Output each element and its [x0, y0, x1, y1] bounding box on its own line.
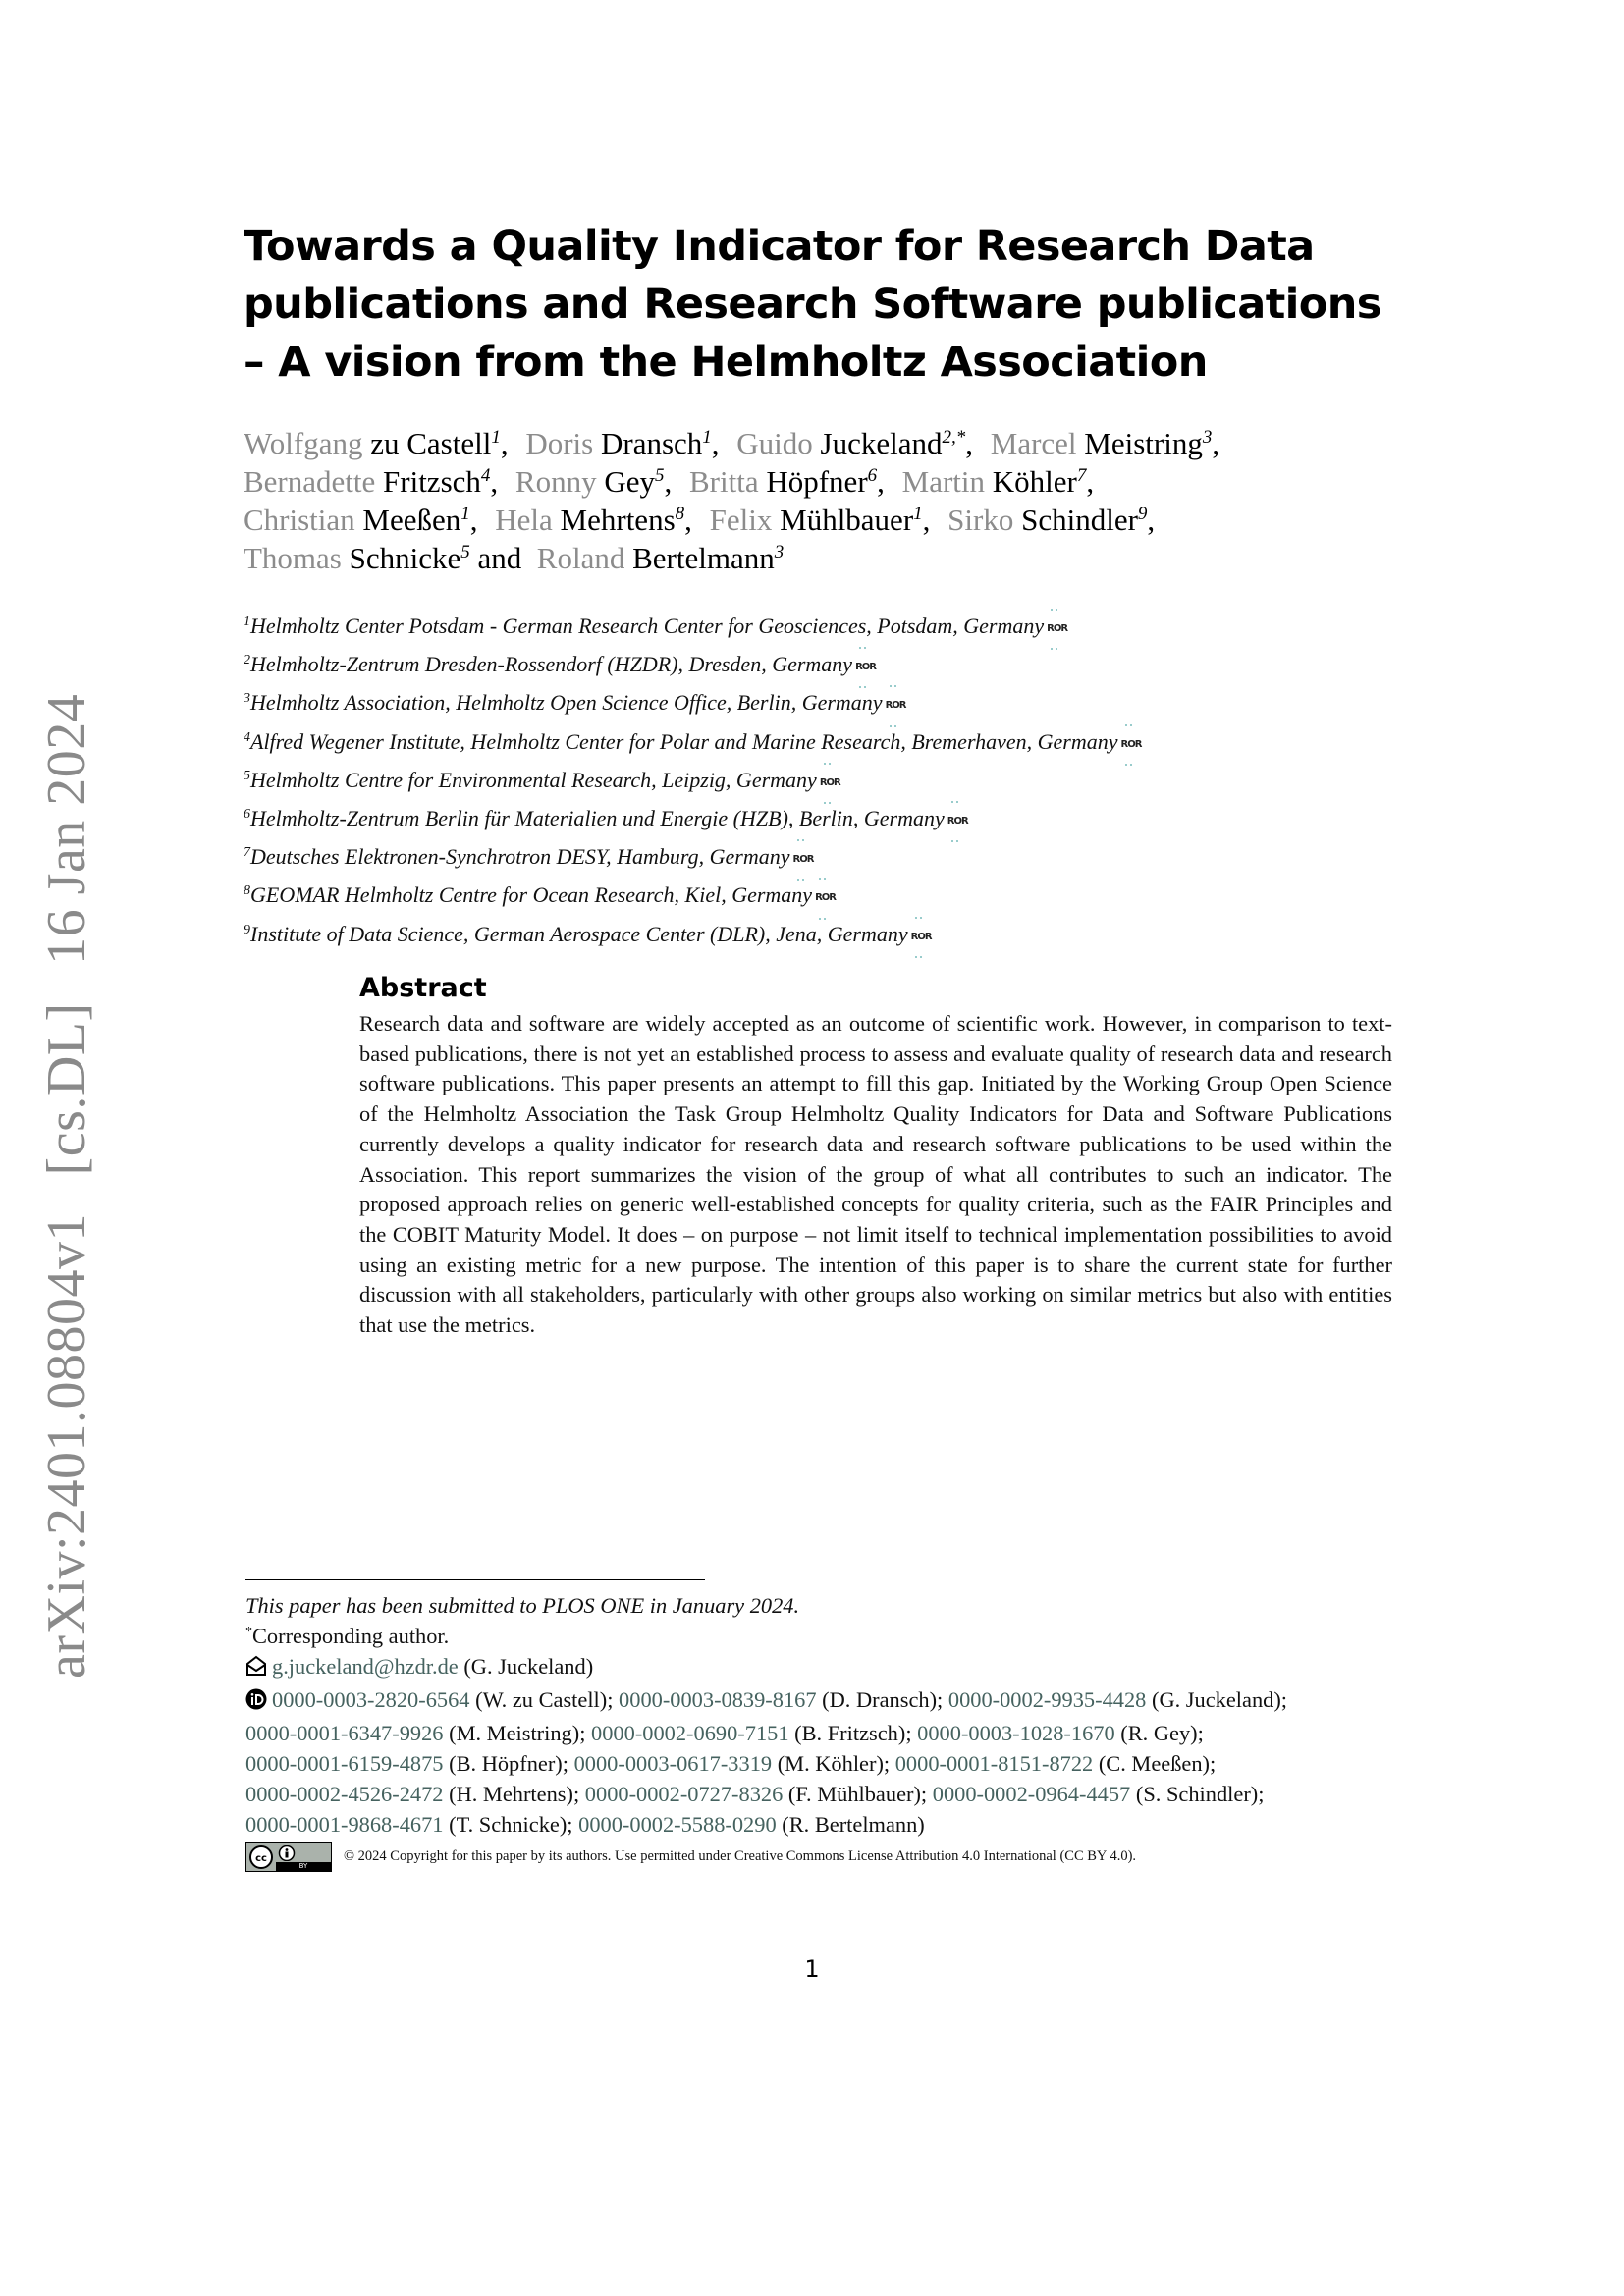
- author: Doris Dransch$^1$: [525, 426, 712, 460]
- footnotes: [245, 1590, 1404, 1872]
- orcid-line: 0000-0001-6159-4875 (B. Höpfner); 0000-0003-0617-3319 (M. Köhler); 0000-0001-8151-8722 (C. Meeßen);: [245, 1751, 1217, 1776]
- arxiv-date: 16 Jan 2024: [36, 693, 97, 965]
- affiliation-list: [244, 609, 1422, 955]
- orcid-line: 0000-0002-4526-2472 (H. Mehrtens); 0000-0002-0727-8326 (F. Mühlbauer); 0000-0002-0964-4457 (S. Schindler);: [245, 1782, 1265, 1806]
- ror-icon[interactable]: ROR: [819, 766, 841, 801]
- author: Roland Bertelmann$^3$: [536, 541, 785, 575]
- affiliation: $^9$Institute of Data Science, German Aerospace Center (DLR), Jena, Germany ROR: [244, 917, 1422, 955]
- orcid-line: 0000-0003-2820-6564 (W. zu Castell); 0000-0003-0839-8167 (D. Dransch); 0000-0002-9935-4428 (G. Juckeland);: [245, 1684, 1404, 1718]
- affiliation: $^5$Helmholtz Centre for Environmental Research, Leipzig, Germany ROR: [244, 763, 1422, 801]
- orcid-icon: [245, 1687, 267, 1718]
- author: Martin Köhler$^7$: [901, 464, 1087, 499]
- envelope-icon: [245, 1654, 267, 1684]
- author-row: Wolfgang zu Castell$^1$, Doris Dransch$^1$, Guido Juckeland$^{2,*}$, Marcel Meistring$^3$,: [244, 426, 1220, 460]
- orcid-link[interactable]: 0000-0001-9868-4671: [245, 1812, 444, 1837]
- orcid-line: 0000-0001-9868-4671 (T. Schnicke); 0000-0002-5588-0290 (R. Bertelmann): [245, 1812, 925, 1837]
- author-and: and: [477, 541, 522, 575]
- orcid-link[interactable]: 0000-0003-0839-8167: [619, 1687, 817, 1712]
- ror-icon[interactable]: ROR: [814, 881, 837, 916]
- author-row: [244, 539, 1373, 577]
- orcid-link[interactable]: 0000-0001-6347-9926: [245, 1721, 444, 1745]
- cc-icon: [249, 1845, 273, 1869]
- affiliation: $^6$Helmholtz-Zentrum Berlin für Materialien und Energie (HZB), Berlin, Germany ROR: [244, 801, 1422, 839]
- affiliation: $^7$Deutsches Elektronen-Synchrotron DESY, Hamburg, Germany ROR: [244, 839, 1422, 878]
- author: Marcel Meistring$^3$: [990, 426, 1213, 460]
- orcid-link[interactable]: 0000-0002-0690-7151: [591, 1721, 789, 1745]
- email-link[interactable]: g.juckeland@hzdr.de: [272, 1654, 459, 1679]
- title-line: publications and Research Software publications: [244, 280, 1381, 329]
- svg-text:cc: cc: [255, 1852, 267, 1864]
- license-text: © 2024 Copyright for this paper by its authors. Use permitted under Creative Commons License Attribution 4.0 International (CC BY 4.0).: [344, 1848, 1137, 1864]
- author: Wolfgang zu Castell$^1$: [244, 426, 501, 460]
- author: Christian Meeßen$^1$: [244, 503, 470, 537]
- orcid-link[interactable]: 0000-0002-5588-0290: [578, 1812, 777, 1837]
- author-list: [244, 424, 1373, 577]
- orcid-link[interactable]: 0000-0003-1028-1670: [917, 1721, 1115, 1745]
- affiliation: $^2$Helmholtz-Zentrum Dresden-Rossendorf (HZDR), Dresden, Germany ROR: [244, 647, 1422, 685]
- author-row: Christian Meeßen$^1$, Hela Mehrtens$^8$, Felix Mühlbauer$^1$, Sirko Schindler$^9$,: [244, 503, 1156, 537]
- author: Hela Mehrtens$^8$: [495, 503, 685, 537]
- author: Bernadette Fritzsch$^4$: [244, 464, 491, 499]
- orcid-link[interactable]: 0000-0003-2820-6564: [272, 1687, 470, 1712]
- affiliation: $^8$GEOMAR Helmholtz Centre for Ocean Research, Kiel, Germany ROR: [244, 878, 1422, 916]
- ror-icon[interactable]: ROR: [854, 650, 877, 685]
- license-line: [245, 1842, 1404, 1872]
- author: Ronny Gey$^5$: [514, 464, 665, 499]
- arxiv-category: [cs.DL]: [36, 1002, 97, 1176]
- author: Felix Mühlbauer$^1$: [709, 503, 923, 537]
- arxiv-id: arXiv:2401.08804v1: [36, 1212, 97, 1679]
- ror-icon[interactable]: ROR: [947, 804, 969, 839]
- abstract-heading: Abstract: [359, 973, 487, 1003]
- orcid-link[interactable]: 0000-0002-9935-4428: [947, 1687, 1147, 1712]
- by-label: BY: [276, 1862, 331, 1871]
- orcid-link[interactable]: 0000-0001-8151-8722: [894, 1751, 1094, 1776]
- author-row: Bernadette Fritzsch$^4$, Ronny Gey$^5$, Britta Höpfner$^6$, Martin Köhler$^7$,: [244, 464, 1095, 499]
- orcid-link[interactable]: 0000-0002-0727-8326: [584, 1782, 784, 1806]
- title-line: Towards a Quality Indicator for Research Data: [244, 222, 1315, 271]
- orcid-line: 0000-0001-6347-9926 (M. Meistring); 0000-0002-0690-7151 (B. Fritzsch); 0000-0003-1028-1670 (R. Gey);: [245, 1721, 1204, 1745]
- submission-note: This paper has been submitted to PLOS ONE in January 2024.: [245, 1593, 800, 1618]
- page-number: 1: [804, 1955, 820, 1983]
- orcid-link[interactable]: 0000-0001-6159-4875: [245, 1751, 444, 1776]
- author: Britta Höpfner$^6$: [688, 464, 878, 499]
- author: Thomas Schnicke$^5$: [244, 541, 470, 575]
- affiliation: $^4$Alfred Wegener Institute, Helmholtz Center for Polar and Marine Research, Bremerhaven, Germany ROR: [244, 724, 1422, 763]
- ror-icon[interactable]: ROR: [1120, 727, 1143, 763]
- ror-icon[interactable]: ROR: [1046, 612, 1068, 647]
- ror-icon[interactable]: ROR: [910, 920, 933, 955]
- orcid-link[interactable]: 0000-0002-0964-4457: [932, 1782, 1131, 1806]
- ror-icon[interactable]: ROR: [885, 688, 907, 723]
- attribution-person-icon: [278, 1845, 296, 1861]
- orcid-link[interactable]: 0000-0002-4526-2472: [245, 1782, 444, 1806]
- author: Sirko Schindler$^9$: [947, 503, 1148, 537]
- footnote-divider: [245, 1579, 705, 1580]
- ror-icon[interactable]: ROR: [792, 842, 815, 878]
- title-line: – A vision from the Helmholtz Association: [244, 338, 1208, 387]
- paper-title: [244, 218, 1381, 392]
- corresponding-note: *Corresponding author.: [245, 1624, 450, 1648]
- orcid-link[interactable]: 0000-0003-0617-3319: [573, 1751, 773, 1776]
- affiliation: $^3$Helmholtz Association, Helmholtz Open Science Office, Berlin, Germany ROR: [244, 685, 1422, 723]
- arxiv-identifier-stamp: [36, 670, 97, 1679]
- author: Guido Juckeland$^{2,*}$: [736, 426, 966, 460]
- cc-by-badge-icon[interactable]: [245, 1842, 332, 1872]
- abstract-body: Research data and software are widely accepted as an outcome of scientific work. However, in comparison to text-based publications, there is not yet an established process to assess and evaluate quality of research data and research software publications. This paper presents an attempt to fill this gap. Initiated by the Working Group Open Science of the Helmholtz Association the Task Group Helmholtz Quality Indicators for Data and Software Publications currently develops a quality indicator for research data and research software publications to be used within the Association. This report summarizes the vision of the group of what all contributes to such an indicator. The proposed approach relies on generic well-established concepts for quality criteria, such as the FAIR Principles and the COBIT Maturity Model. It does – on purpose – not limit itself to technical implementation possibilities to avoid using an existing metric for a new purpose. The intention of this paper is to share the current state for further discussion with all stakeholders, particularly with other groups also working on similar metrics but also with entities that use the metrics.: [359, 1011, 1392, 1338]
- email-line: g.juckeland@hzdr.de (G. Juckeland): [245, 1651, 1404, 1684]
- affiliation: $^1$Helmholtz Center Potsdam - German Research Center for Geosciences, Potsdam, Germany ROR: [244, 609, 1422, 647]
